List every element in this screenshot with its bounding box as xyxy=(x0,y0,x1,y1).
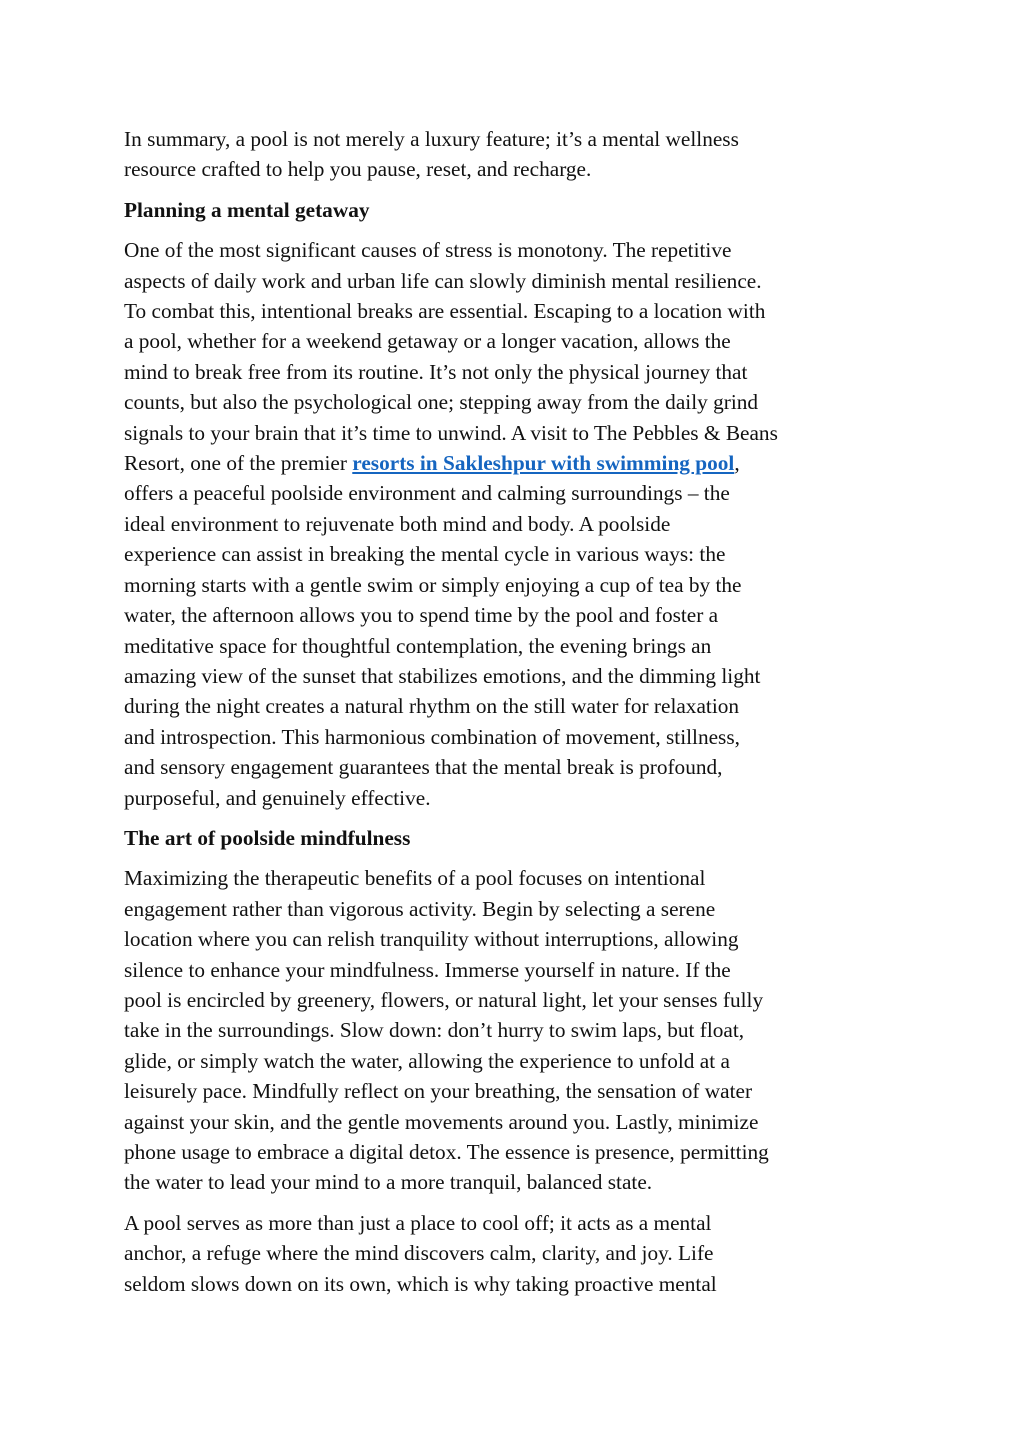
text-line: location where you can relish tranquility without interruptions, allowing xyxy=(124,927,739,952)
text-line: water, the afternoon allows you to spend time by the pool and foster a xyxy=(124,603,719,628)
text-line: engagement rather than vigorous activity. Begin by selecting a serene xyxy=(124,896,716,921)
text-line: One of the most significant causes of stress is monotony. The repetitive xyxy=(124,238,732,263)
link-prefix-text: Resort, one of the premier xyxy=(124,451,353,476)
text-line: seldom slows down on its own, which is why taking proactive mental xyxy=(124,1271,717,1296)
text-line: against your skin, and the gentle movements around you. Lastly, minimize xyxy=(124,1109,759,1134)
text-line: aspects of daily work and urban life can slowly diminish mental resilience. xyxy=(124,268,762,293)
text-line: ideal environment to rejuvenate both mind and body. A poolside xyxy=(124,511,671,536)
resorts-sakleshpur-link[interactable]: resorts in Sakleshpur with swimming pool xyxy=(352,451,735,476)
text-line: mind to break free from its routine. It’s not only the physical journey that xyxy=(124,359,748,384)
text-line: To combat this, intentional breaks are essential. Escaping to a location with xyxy=(124,299,766,324)
text-line: resource crafted to help you pause, reset, and recharge. xyxy=(124,157,592,182)
text-line: a pool, whether for a weekend getaway or a longer vacation, allows the xyxy=(124,329,731,354)
text-line: phone usage to embrace a digital detox. The essence is presence, permitting xyxy=(124,1140,769,1164)
text-line: during the night creates a natural rhythm on the still water for relaxation xyxy=(124,694,740,719)
text-line: the water to lead your mind to a more tranquil, balanced state. xyxy=(124,1170,653,1195)
text-line: leisurely pace. Mindfully reflect on your breathing, the sensation of water xyxy=(124,1079,753,1104)
text-line: offers a peaceful poolside environment and calming surroundings – the xyxy=(124,481,730,506)
text-line: silence to enhance your mindfulness. Immerse yourself in nature. If the xyxy=(124,957,731,982)
text-line: meditative space for thoughtful contemplation, the evening brings an xyxy=(124,633,712,658)
document-page xyxy=(124,124,904,1309)
text-line: take in the surroundings. Slow down: don’t hurry to swim laps, but float, xyxy=(124,1018,745,1043)
mindfulness-paragraph xyxy=(124,863,904,1197)
text-line: A pool serves as more than just a place to cool off; it acts as a mental xyxy=(124,1210,712,1235)
text-line: Maximizing the therapeutic benefits of a pool focuses on intentional xyxy=(124,866,706,891)
link-suffix-text: , xyxy=(734,451,740,476)
section-heading-planning: Planning a mental getaway xyxy=(124,197,370,222)
getaway-paragraph xyxy=(124,235,904,813)
text-line: signals to your brain that it’s time to unwind. A visit to The Pebbles & Beans xyxy=(124,420,778,445)
text-line: In summary, a pool is not merely a luxury feature; it’s a mental wellness xyxy=(124,127,739,151)
text-line: glide, or simply watch the water, allowing the experience to unfold at a xyxy=(124,1048,730,1073)
text-line: pool is encircled by greenery, flowers, or natural light, let your senses fully xyxy=(124,987,764,1012)
text-line: amazing view of the sunset that stabilizes emotions, and the dimming light xyxy=(124,663,761,688)
summary-paragraph xyxy=(124,124,904,185)
text-line: anchor, a refuge where the mind discovers calm, clarity, and joy. Life xyxy=(124,1241,714,1266)
section-heading-mindfulness: The art of poolside mindfulness xyxy=(124,825,411,850)
text-line: purposeful, and genuinely effective. xyxy=(124,785,431,810)
text-line: and sensory engagement guarantees that the mental break is profound, xyxy=(124,755,723,780)
closing-paragraph xyxy=(124,1208,904,1299)
text-line: morning starts with a gentle swim or simply enjoying a cup of tea by the xyxy=(124,572,742,597)
text-line: counts, but also the psychological one; stepping away from the daily grind xyxy=(124,390,759,415)
text-line: and introspection. This harmonious combination of movement, stillness, xyxy=(124,724,740,749)
text-line-with-link xyxy=(124,448,904,478)
text-line: experience can assist in breaking the mental cycle in various ways: the xyxy=(124,542,726,567)
